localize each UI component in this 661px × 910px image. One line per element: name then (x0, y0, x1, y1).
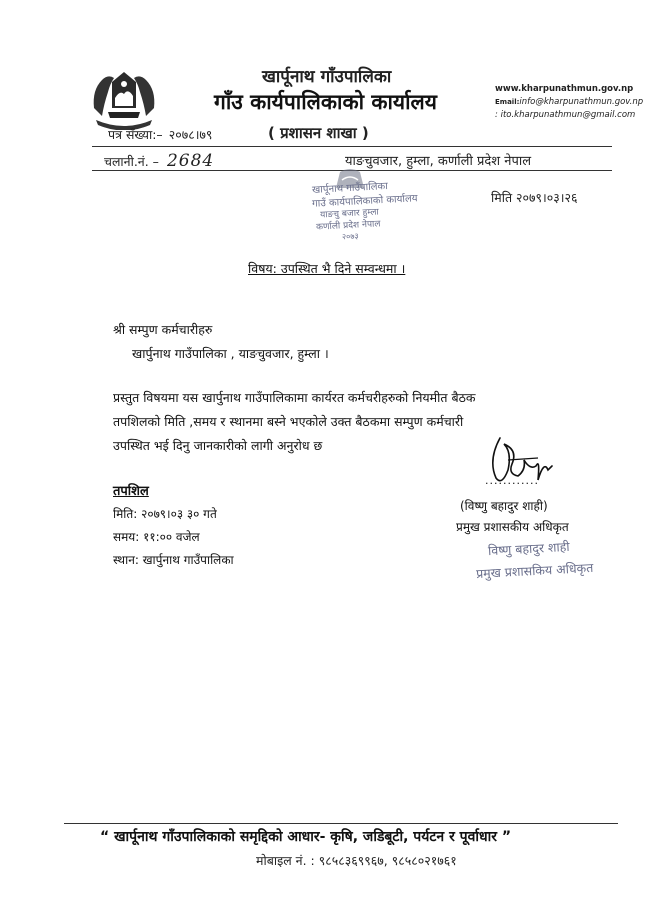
letter-subject: विषय: उपस्थित भै दिने सम्वन्धमा । (248, 261, 406, 276)
meeting-time: समय: ११:०० वजेल (113, 530, 200, 544)
letter-number (108, 126, 212, 143)
stamp-year: २०७३ (341, 231, 359, 242)
email-link-1[interactable]: info@kharpunathmun.gov.np (519, 97, 644, 107)
email-line-1 (495, 97, 643, 107)
signatory-stamp-name: विष्णु बहादुर शाही (487, 538, 570, 559)
footer-divider (64, 823, 618, 824)
email-link-2[interactable]: ito.kharpunathmun@gmail.com (500, 110, 636, 120)
details-heading: तपशिल (113, 484, 149, 499)
letter-number-value: २०७८।७९ (168, 127, 213, 142)
footer-mobile-numbers: मोबाइल नं. : ९८५८३६९९६७, ९८५८०२१७६१ (256, 853, 457, 868)
letter-date: मिति २०७९।०३।२६ (491, 190, 578, 205)
dispatch-label: चलानी.नं. – (104, 154, 159, 169)
stamp-line-3: याङचु बजार हुम्ला (319, 207, 380, 221)
letter-number-label: पत्र सँख्या:– (108, 127, 163, 142)
signatory-stamp-title: प्रमुख प्रशासकिय अधिकृत (475, 559, 594, 582)
office-subtitle: गाँउ कार्यपालिकाको कार्यालय (214, 90, 437, 114)
website-link[interactable]: www.kharpunathmun.gov.np (495, 84, 634, 94)
dispatch-value-handwritten: 2684 (166, 151, 215, 171)
header-divider (92, 146, 612, 147)
stamp-line-1: खार्पूनाथ गाउँपालिका (311, 181, 389, 196)
email-label: Email: (495, 98, 520, 106)
email-line-2 (495, 110, 635, 120)
office-name: खार्पूनाथ गाँउपालिका (262, 67, 392, 87)
office-address: याङचुवजार, हुम्ला, कर्णाली प्रदेश नेपाल (345, 154, 532, 169)
meeting-date: मिति: २०७९।०३ ३० गते (113, 507, 217, 521)
signature-dots: ............ (485, 474, 539, 487)
branch-name: ( प्रशासन शाखा ) (268, 124, 369, 142)
addressee-line-2: खार्पुनाथ गाउँपालिका , याङचुवजार, हुम्ला । (132, 346, 329, 361)
email-prefix: : (495, 110, 498, 120)
addressee-line-1: श्री सम्पुण कर्मचारीहरु (113, 322, 213, 337)
dispatch-number (104, 151, 214, 171)
stamp-line-4: कर्णाली प्रदेश नेपाल (315, 219, 381, 233)
body-line-1: प्रस्तुत विषयमा यस खार्पुनाथ गाउँपालिकामा कार्यरत कर्मचरीहरुको नियमीत बैठक (113, 390, 476, 405)
body-line-3: उपस्थित भई दिनु जानकारीको लागी अनुरोध छ (113, 438, 323, 453)
government-emblem-logo (88, 68, 160, 130)
signatory-name: (विष्णु बहादुर शाही) (460, 499, 548, 513)
meeting-place: स्थान: खार्पुनाथ गाउँपालिका (113, 553, 234, 567)
footer-motto: “ खार्पूनाथ गाँउपालिकाको समृद्दिको आधार- कृषि, जडिबूटी, पर्यटन र पूर्वाधार ” (100, 829, 512, 845)
stamp-line-2: गाउँ कार्यपालिकाको कार्यालय (311, 193, 418, 210)
body-line-2: तपशिलको मिति ,समय र स्थानमा बस्ने भएकोले उक्त बैठकमा सम्पुण कर्मचारी (113, 414, 464, 429)
signatory-title: प्रमुख प्रशासकीय अधिकृत (456, 520, 569, 534)
